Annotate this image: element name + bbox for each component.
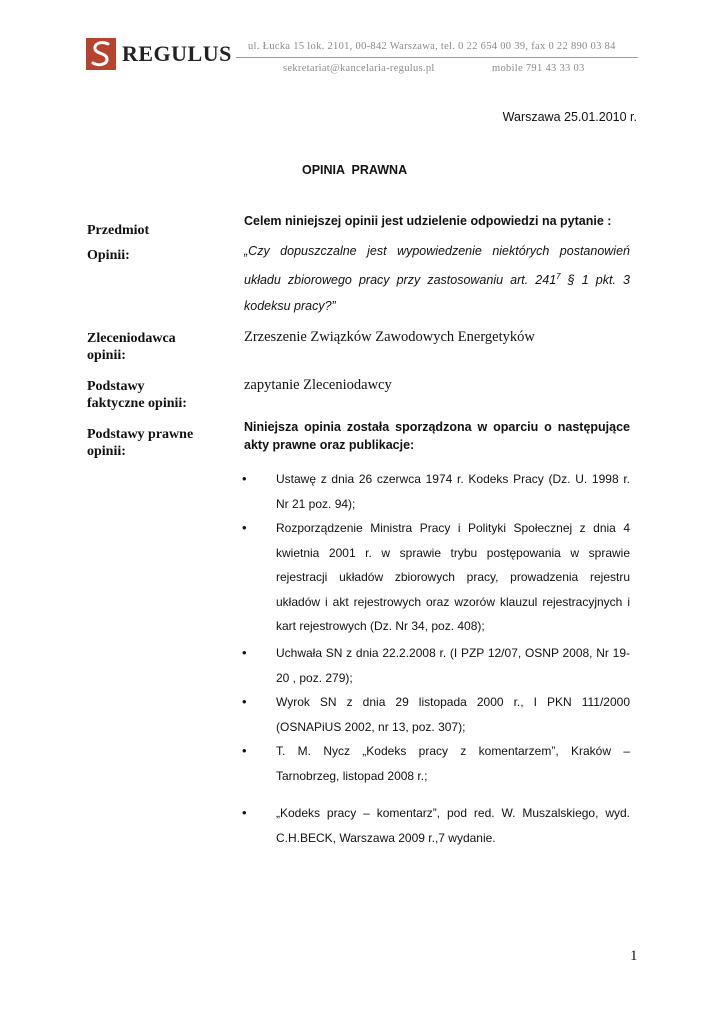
legal-intro-line-2: akty prawne oraz publikacje: xyxy=(244,438,415,452)
list-item xyxy=(276,801,630,850)
subject-label-line-1: Przedmiot xyxy=(87,223,150,238)
legal-label-line-1: Podstawy prawne xyxy=(87,427,194,442)
client-value: Zrzeszenie Związków Zawodowych Energetyków xyxy=(244,329,535,345)
list-item-line: kwietnia 2001 r. w sprawie trybu postępowania w sprawie xyxy=(276,545,630,560)
subject-question-paragraph: § 1 pkt. 3 xyxy=(560,273,631,288)
factual-basis-value: zapytanie Zleceniodawcy xyxy=(244,377,392,393)
bullet-icon: • xyxy=(242,694,247,709)
legal-basis-label xyxy=(87,426,217,460)
factual-basis-label xyxy=(87,378,217,412)
list-item-line: rejestracji układów zbiorowych pracy, prowadzenia rejestru xyxy=(276,570,630,584)
list-item xyxy=(276,739,630,788)
bullet-icon: • xyxy=(242,645,247,660)
subject-label xyxy=(87,222,217,264)
factual-label-line-1: Podstawy xyxy=(87,379,145,394)
header-mobile: mobile 791 43 33 03 xyxy=(492,63,585,74)
list-item-line: (OSNAPiUS 2002, nr 13, poz. 307); xyxy=(276,719,466,734)
subject-question-superscript: 7 xyxy=(556,272,561,281)
subject-question xyxy=(244,238,630,319)
list-item xyxy=(276,516,630,639)
list-item-line: T. M. Nycz „Kodeks pracy z komentarzem”, Kraków – xyxy=(276,744,630,758)
list-item-line: „Kodeks pracy – komentarz”, pod red. W. Muszalskiego, wyd. xyxy=(276,806,630,820)
client-label-line-2: opinii: xyxy=(87,348,126,363)
bullet-icon: • xyxy=(242,743,247,758)
legal-basis-intro xyxy=(244,418,630,454)
subject-question-line-3: kodeksu pracy?” xyxy=(244,299,336,314)
document-title: OPINIA PRAWNA xyxy=(302,163,408,177)
list-item-line: Rozporządzenie Ministra Pracy i Polityki Społecznej z dnia 4 xyxy=(276,521,630,535)
bullet-icon: • xyxy=(242,520,247,535)
document-date: Warszawa 25.01.2010 r. xyxy=(502,110,637,124)
subject-question-line-1: „Czy dopuszczalne jest wypowiedzenie niektórych postanowień xyxy=(244,244,630,258)
list-item xyxy=(276,641,630,690)
list-item xyxy=(276,690,630,739)
legal-intro-line-1: Niniejsza opinia została sporządzona w oparciu o następujące xyxy=(244,420,630,434)
subject-label-line-2: Opinii: xyxy=(87,248,130,263)
subject-question-article: układu zbiorowego pracy przy zastosowaniu art. 241 xyxy=(244,273,557,288)
header-address: ul. Łucka 15 lok. 2101, 00-842 Warszawa, tel. 0 22 654 00 39, fax 0 22 890 03 84 xyxy=(248,41,616,52)
page-number: 1 xyxy=(630,948,638,964)
list-item-line: kart rejestrowych (Dz. Nr 34, poz. 408); xyxy=(276,619,485,633)
legal-label-line-2: opinii: xyxy=(87,444,126,459)
client-label-line-1: Zleceniodawca xyxy=(87,331,176,346)
subject-question-line-2 xyxy=(244,264,630,293)
list-item xyxy=(276,467,630,516)
header-divider xyxy=(236,57,638,58)
client-label xyxy=(87,330,217,364)
regulus-logo-icon xyxy=(86,38,116,70)
list-item-line: Ustawę z dnia 26 czerwca 1974 r. Kodeks Pracy (Dz. U. 1998 r. xyxy=(276,472,630,486)
list-item-line: Uchwała SN z dnia 22.2.2008 r. (I PZP 12/07, OSNP 2008, Nr 19- xyxy=(276,646,630,660)
logo-text: REGULUS xyxy=(122,41,232,66)
list-item-line: Nr 21 poz. 94); xyxy=(276,496,356,511)
list-item-line: układów i akt rejestrowych oraz wzorów klauzul rejestracyjnych i xyxy=(276,594,630,609)
factual-label-line-2: faktyczne opinii: xyxy=(87,396,187,411)
list-item-line: Tarnobrzeg, listopad 2008 r.; xyxy=(276,768,428,783)
list-item-line: 20 , poz. 279); xyxy=(276,670,353,685)
list-item-line: Wyrok SN z dnia 29 listopada 2000 r., I PKN 111/2000 xyxy=(276,695,630,709)
header-email: sekretariat@kancelaria-regulus.pl xyxy=(283,63,435,74)
subject-intro: Celem niniejszej opinii jest udzielenie odpowiedzi na pytanie : xyxy=(244,214,612,228)
bullet-icon: • xyxy=(242,805,247,820)
bullet-icon: • xyxy=(242,471,247,486)
list-item-line: C.H.BECK, Warszawa 2009 r.,7 wydanie. xyxy=(276,830,496,845)
